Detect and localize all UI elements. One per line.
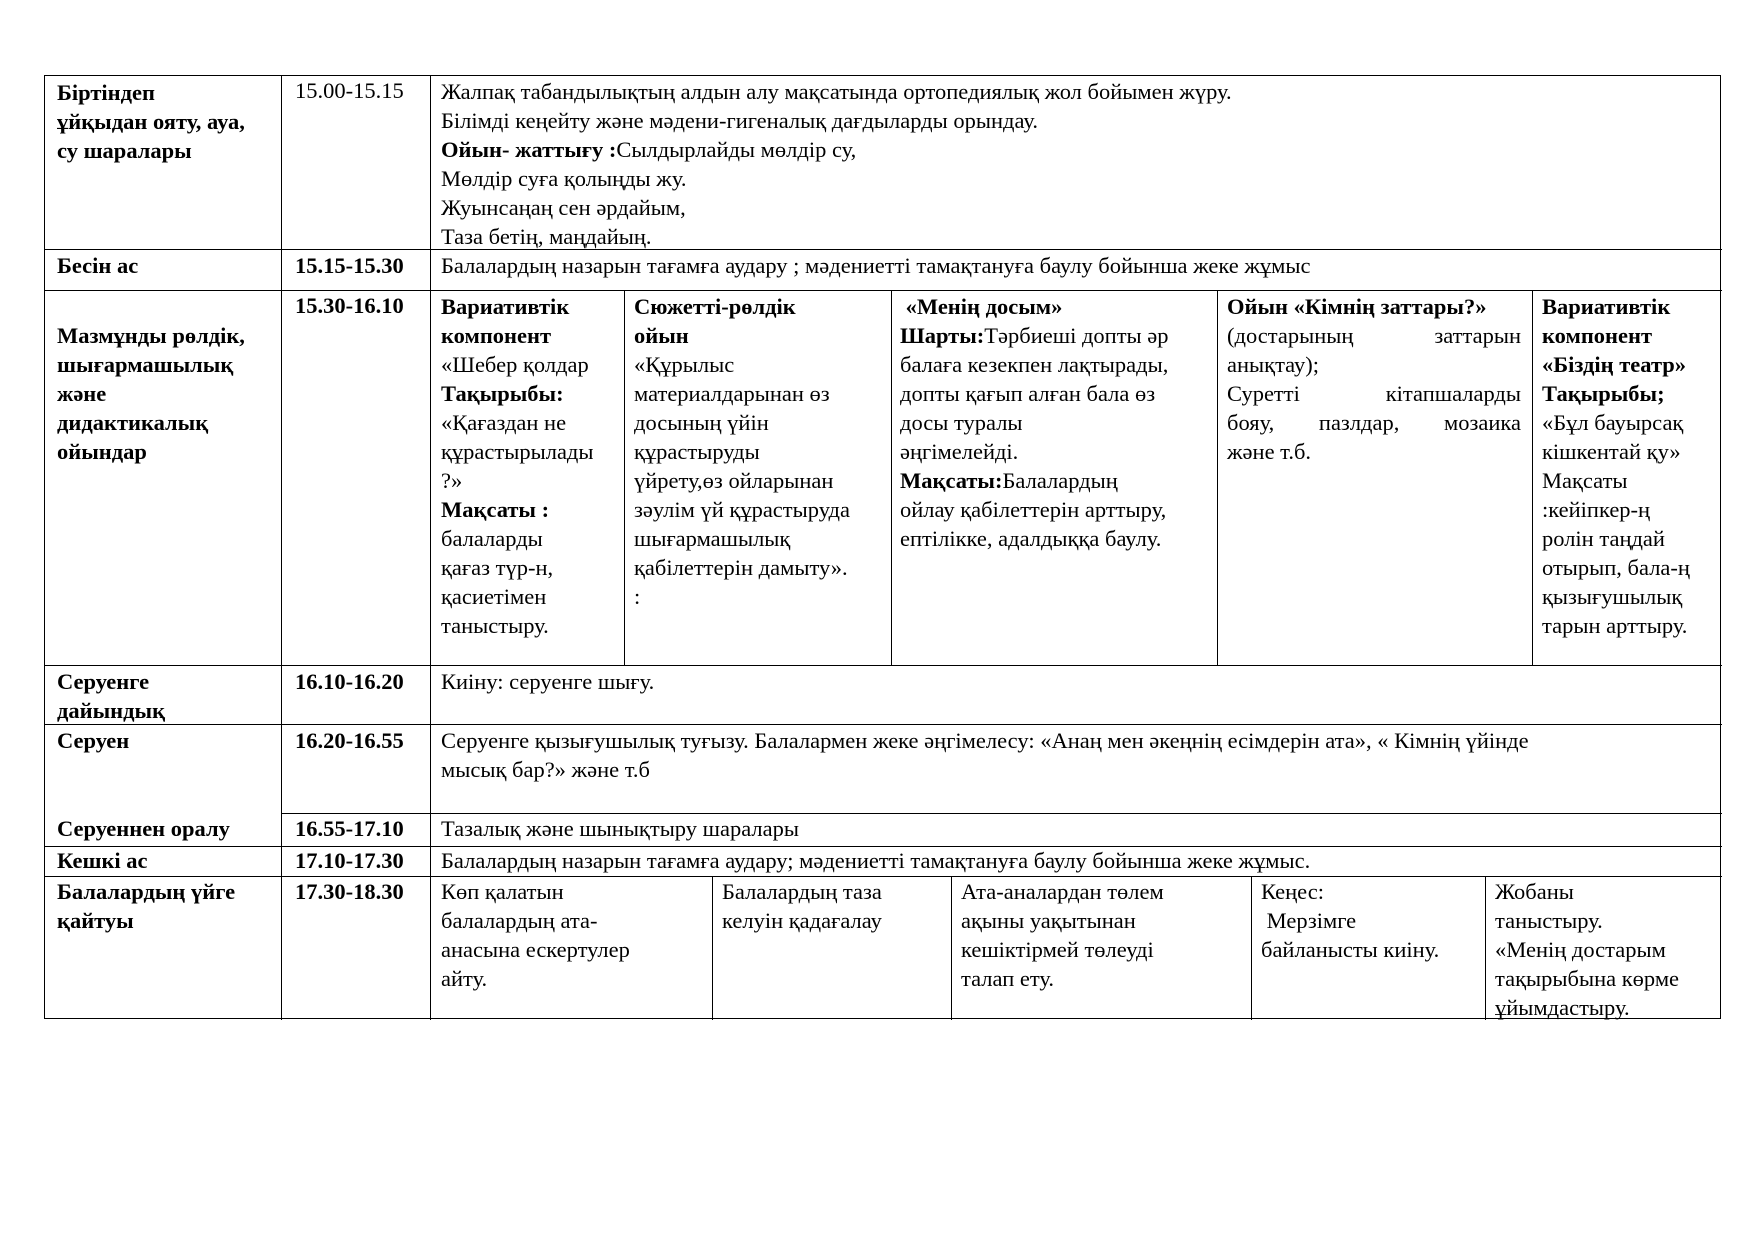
- activity-line: Киіну: серуенге шығу.: [441, 669, 655, 694]
- game-line: қабілеттерін дамыту».: [634, 555, 848, 580]
- time-text: 15.30-16.10: [295, 293, 404, 318]
- game-name: «Шебер қолдар: [441, 352, 589, 377]
- home-line: ақыны уақытынан: [961, 908, 1136, 933]
- home-line: байланысты киіну.: [1261, 937, 1440, 962]
- home-line: Ата-аналардан төлем: [961, 879, 1164, 904]
- game-my-friend: [900, 292, 1212, 553]
- row-label-snack: [57, 251, 138, 280]
- game-line: [1227, 321, 1521, 350]
- game-line: балаға кезекпен лақтырады,: [900, 352, 1169, 377]
- column-divider: [281, 76, 282, 1020]
- row-label-home: [57, 877, 235, 935]
- goal-line: қасиетімен: [441, 584, 547, 609]
- home-line: Мерзімге: [1261, 908, 1357, 933]
- activity-line: Білімді кеңейту және мәдени-гигеналық дағдыларды орындау.: [441, 108, 1038, 133]
- word: (достарының: [1227, 323, 1354, 348]
- game-head: «Біздің театр»: [1542, 352, 1687, 377]
- activity-line: Тазалық және шынықтыру шаралары: [441, 816, 799, 841]
- label-line: ұйқыдан ояту, ауа,: [57, 109, 245, 134]
- game-label: Ойын- жаттығу :: [441, 137, 617, 162]
- column-divider: [951, 876, 952, 1020]
- row-label-games: [57, 321, 245, 466]
- activity-return: [441, 814, 799, 843]
- goal-line: балаларды: [441, 526, 543, 551]
- goal-line: :кейіпкер-ң: [1542, 497, 1651, 522]
- home-line: тақырыбына көрме: [1495, 966, 1680, 991]
- goal-line: ролін таңдай: [1542, 526, 1665, 551]
- column-divider: [624, 290, 625, 665]
- label-line: және: [57, 381, 107, 406]
- goal-line: тарын арттыру.: [1542, 613, 1688, 638]
- activity-prep: [441, 667, 654, 696]
- home-line: айту.: [441, 966, 488, 991]
- activity-line: Серуенге қызығушылық туғызу. Балалармен жеке әңгімелесу: «Анаң мен әкеңнің есімдерін ата», « Кімнің үйінде: [441, 728, 1529, 753]
- game-line: [1227, 408, 1521, 437]
- home-line: Жобаны: [1495, 879, 1574, 904]
- game-line: [900, 321, 1212, 350]
- game-line: [900, 466, 1212, 495]
- condition-label: Шарты:: [900, 323, 985, 348]
- label-line: Балалардың үйге: [57, 879, 236, 904]
- game-line: ептілікке, адалдыққа баулу.: [900, 526, 1162, 551]
- label-line: қайтуы: [57, 908, 134, 933]
- game-line: :: [634, 584, 641, 609]
- topic-label: Тақырыбы;: [1542, 381, 1665, 406]
- row-label-walk: [57, 726, 129, 755]
- column-divider: [1532, 290, 1533, 665]
- label-line: дайындық: [57, 698, 166, 723]
- goal-line: таныстыру.: [441, 613, 549, 638]
- poem-line: Таза бетің, маңдайың.: [441, 224, 652, 249]
- topic-line: ?»: [441, 468, 463, 493]
- goal-line: Мақсаты: [1542, 468, 1628, 493]
- topic-line: «Қағаздан не: [441, 410, 567, 435]
- label-line: Бесін ас: [57, 253, 139, 278]
- game-line: «Құрылыс: [634, 352, 735, 377]
- goal-label: Мақсаты:: [900, 468, 1003, 493]
- topic-line: кішкентай қу»: [1542, 439, 1681, 464]
- row-label-return: [57, 814, 230, 843]
- label-line: Кешкі ас: [57, 848, 148, 873]
- label-line: су шаралары: [57, 138, 192, 163]
- game-line: үйрету,өз ойларынан: [634, 468, 834, 493]
- activity-line: Жалпақ табандылықтың алдын алу мақсатында ортопедиялық жол бойымен жүру.: [441, 79, 1232, 104]
- home-line: келуін қадағалау: [722, 908, 882, 933]
- row-label-prep: [57, 667, 165, 725]
- home-advice: [1261, 877, 1483, 964]
- time-prep: [295, 667, 404, 696]
- game-head: Ойын «Кімнің заттары?»: [1227, 294, 1487, 319]
- activity-snack: [441, 251, 1311, 280]
- game-line: досы туралы: [900, 410, 1023, 435]
- game-line: және т.б.: [1227, 439, 1312, 464]
- time-text: 17.10-17.30: [295, 848, 404, 873]
- game-head: компонент: [1542, 323, 1652, 348]
- game-variative-craft: [441, 292, 621, 640]
- home-line: анасына ескертулер: [441, 937, 630, 962]
- game-line: [1227, 379, 1521, 408]
- word: бояу,: [1227, 410, 1275, 435]
- game-whose-things: [1227, 292, 1521, 466]
- game-role-play: [634, 292, 890, 611]
- home-line: ұйымдастыру.: [1495, 995, 1630, 1020]
- activity-dinner: [441, 846, 1310, 875]
- game-line: материалдарынан өз: [634, 381, 830, 406]
- column-divider: [891, 290, 892, 665]
- home-reminder: [441, 877, 709, 993]
- poem-line: Сылдырлайды мөлдір су,: [616, 137, 857, 162]
- game-line: әңгімелейді.: [900, 439, 1019, 464]
- label-line: Біртіндеп: [57, 80, 155, 105]
- word: кітапшаларды: [1385, 381, 1521, 406]
- row-divider: [45, 724, 1722, 725]
- label-line: Серуен: [57, 728, 130, 753]
- game-line: ойлау қабілеттерін арттыру,: [900, 497, 1167, 522]
- time-text: 15.15-15.30: [295, 253, 404, 278]
- activity-walk: [441, 726, 1711, 784]
- time-dinner: [295, 846, 404, 875]
- schedule-table: [44, 75, 1721, 1019]
- condition-text: Тәрбиеші допты әр: [984, 323, 1169, 348]
- time-text: 16.10-16.20: [295, 669, 404, 694]
- time-return: [295, 814, 404, 843]
- topic-label: Тақырыбы:: [441, 381, 564, 406]
- goal-line: қағаз түр-н,: [441, 555, 554, 580]
- row-divider: [45, 665, 1722, 666]
- time-text: 16.20-16.55: [295, 728, 404, 753]
- game-line: анықтау);: [1227, 352, 1320, 377]
- time-text: 15.00-15.15: [295, 78, 404, 103]
- time-games: [295, 291, 404, 320]
- time-snack: [295, 251, 404, 280]
- time-walk: [295, 726, 404, 755]
- home-line: кешіктірмей төлеуді: [961, 937, 1154, 962]
- topic-line: құрастырылады: [441, 439, 594, 464]
- home-line: Балалардың таза: [722, 879, 882, 904]
- word: заттарын: [1434, 323, 1521, 348]
- label-line: ойындар: [57, 439, 147, 464]
- game-head: ойын: [634, 323, 689, 348]
- time-home: [295, 877, 404, 906]
- goal-text: Балалардың: [1002, 468, 1118, 493]
- word: пазлдар,: [1318, 410, 1400, 435]
- home-line: талап ету.: [961, 966, 1055, 991]
- game-line: зәулім үй құрастыруда: [634, 497, 850, 522]
- poem-line: Жуынсаңаң сен әрдайым,: [441, 195, 686, 220]
- activity-line: мысық бар?» және т.б: [441, 757, 650, 782]
- home-line: таныстыру.: [1495, 908, 1603, 933]
- column-divider: [712, 876, 713, 1020]
- row-label-dinner: [57, 846, 148, 875]
- game-line: шығармашылық: [634, 526, 791, 551]
- time-text: 16.55-17.10: [295, 816, 404, 841]
- game-line: құрастыруды: [634, 439, 760, 464]
- game-head: «Менің досым»: [900, 294, 1063, 319]
- activity-line: Балалардың назарын тағамға аудару; мәдениетті тамақтануға баулу бойынша жеке жұмыс.: [441, 848, 1311, 873]
- game-line: [441, 135, 1711, 164]
- game-variative-theatre: [1542, 292, 1720, 640]
- home-line: балалардың ата-: [441, 908, 598, 933]
- home-cleanliness: [722, 877, 948, 935]
- column-divider: [430, 76, 431, 1020]
- game-line: допты қағып алған бала өз: [900, 381, 1156, 406]
- label-line: Серуенге: [57, 669, 150, 694]
- home-line: Көп қалатын: [441, 879, 564, 904]
- home-line: «Менің достарым: [1495, 937, 1666, 962]
- topic-line: «Бұл бауырсақ: [1542, 410, 1684, 435]
- game-head: компонент: [441, 323, 551, 348]
- time-wake: [295, 76, 404, 105]
- label-line: шығармашылық: [57, 352, 234, 377]
- goal-line: отырып, бала-ң: [1542, 555, 1690, 580]
- home-line: Кеңес:: [1261, 879, 1324, 904]
- game-head: Вариативтік: [441, 294, 570, 319]
- activity-line: Балалардың назарын тағамға аудару ; мәдениетті тамақтануға баулу бойынша жеке жұмыс: [441, 253, 1311, 278]
- word: Суретті: [1227, 381, 1300, 406]
- column-divider: [1251, 876, 1252, 1020]
- row-label-wake: [57, 78, 279, 165]
- word: мозаика: [1444, 410, 1521, 435]
- goal-label: Мақсаты :: [441, 497, 550, 522]
- game-line: досының үйін: [634, 410, 769, 435]
- label-line: Мазмұнды рөлдік,: [57, 323, 245, 348]
- poem-line: Мөлдір суға қолыңды жу.: [441, 166, 687, 191]
- home-project: [1495, 877, 1720, 1022]
- column-divider: [1485, 876, 1486, 1020]
- column-divider: [1217, 290, 1218, 665]
- goal-line: қызығушылық: [1542, 584, 1683, 609]
- label-line: дидактикалық: [57, 410, 209, 435]
- activity-wake: [441, 77, 1711, 251]
- game-head: Сюжетті-рөлдік: [634, 294, 796, 319]
- home-payment: [961, 877, 1249, 993]
- time-text: 17.30-18.30: [295, 879, 404, 904]
- label-line: Серуеннен оралу: [57, 816, 230, 841]
- game-head: Вариативтік: [1542, 294, 1671, 319]
